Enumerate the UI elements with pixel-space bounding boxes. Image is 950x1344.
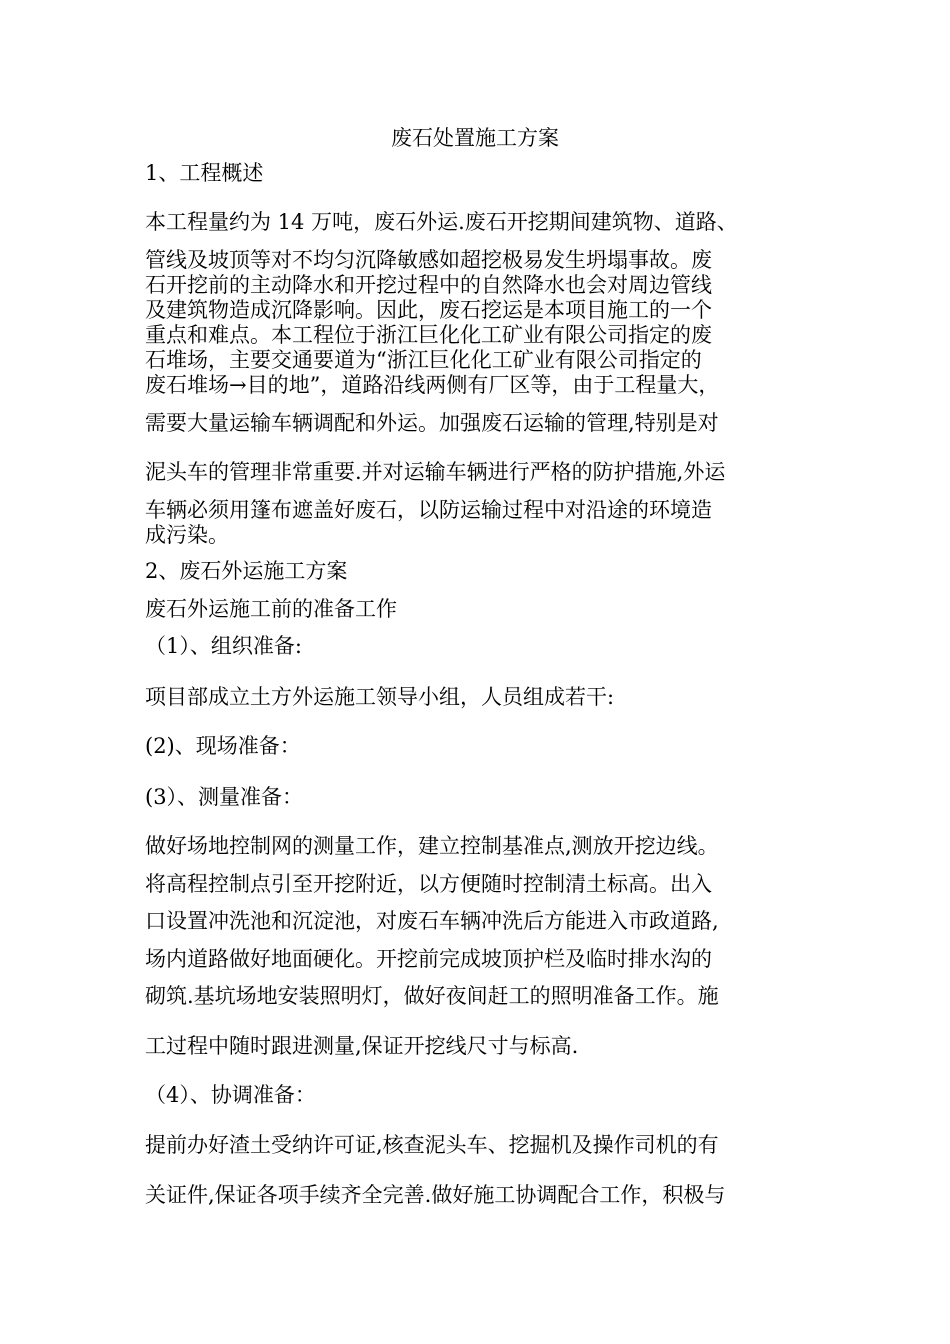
- paragraph-line: 将高程控制点引至开挖附近，以方便随时控制清土标高。出入: [145, 872, 712, 896]
- paragraph-line: 及建筑物造成沉降影响。因此，废石挖运是本项目施工的一个: [145, 298, 712, 322]
- document-title: 废石处置施工方案: [391, 126, 559, 150]
- paragraph-line: 石开挖前的主动降水和开挖过程中的自然降水也会对周边管线: [145, 273, 712, 297]
- paragraph-line: 废石堆场→目的地”，道路沿线两侧有厂区等，由于工程量大，: [145, 373, 720, 397]
- paragraph-line: 石堆场，主要交通要道为“浙江巨化化工矿业有限公司指定的: [145, 348, 702, 372]
- paragraph-line: 泥头车的管理非常重要.并对运输车辆进行严格的防护措施,外运: [145, 460, 726, 484]
- item-heading: (2)、现场准备：: [145, 734, 301, 758]
- paragraph-line: 做好场地控制网的测量工作，建立控制基准点,测放开挖边线。: [145, 834, 719, 858]
- section-heading: 1、工程概述: [145, 161, 264, 185]
- paragraph-line: 需要大量运输车辆调配和外运。加强废石运输的管理,特别是对: [145, 411, 719, 435]
- paragraph-line: 项目部成立土方外运施工领导小组，人员组成若干:: [145, 685, 615, 709]
- item-heading: （4）、协调准备：: [145, 1083, 316, 1107]
- paragraph-line: 提前办好渣土受纳许可证,核查泥头车、挖掘机及操作司机的有: [145, 1133, 719, 1157]
- paragraph-line: 工过程中随时跟进测量,保证开挖线尺寸与标高.: [145, 1034, 579, 1058]
- item-heading: (3）、测量准备：: [145, 785, 304, 809]
- paragraph-line: 重点和难点。本工程位于浙江巨化化工矿业有限公司指定的废: [145, 323, 712, 347]
- paragraph-line: 成污染。: [145, 523, 229, 547]
- item-heading: （1）、组织准备:: [145, 634, 302, 658]
- paragraph-line: 口设置冲洗池和沉淀池，对废石车辆冲洗后方能进入市政道路,: [145, 909, 719, 933]
- paragraph-line: 砌筑.基坑场地安装照明灯，做好夜间赶工的照明准备工作。施: [145, 984, 719, 1008]
- section-heading: 2、废石外运施工方案: [145, 559, 348, 583]
- subsection-heading: 废石外运施工前的准备工作: [145, 597, 397, 621]
- paragraph-line: 本工程量约为 14 万吨，废石外运.废石开挖期间建筑物、道路、: [145, 210, 738, 234]
- paragraph-line: 场内道路做好地面硬化。开挖前完成坡顶护栏及临时排水沟的: [145, 947, 712, 971]
- paragraph-line: 车辆必须用篷布遮盖好废石，以防运输过程中对沿途的环境造: [145, 498, 712, 522]
- paragraph-line: 管线及坡顶等对不均匀沉降敏感如超挖极易发生坍塌事故。废: [145, 248, 712, 272]
- paragraph-line: 关证件,保证各项手续齐全完善.做好施工协调配合工作，积极与: [145, 1183, 726, 1207]
